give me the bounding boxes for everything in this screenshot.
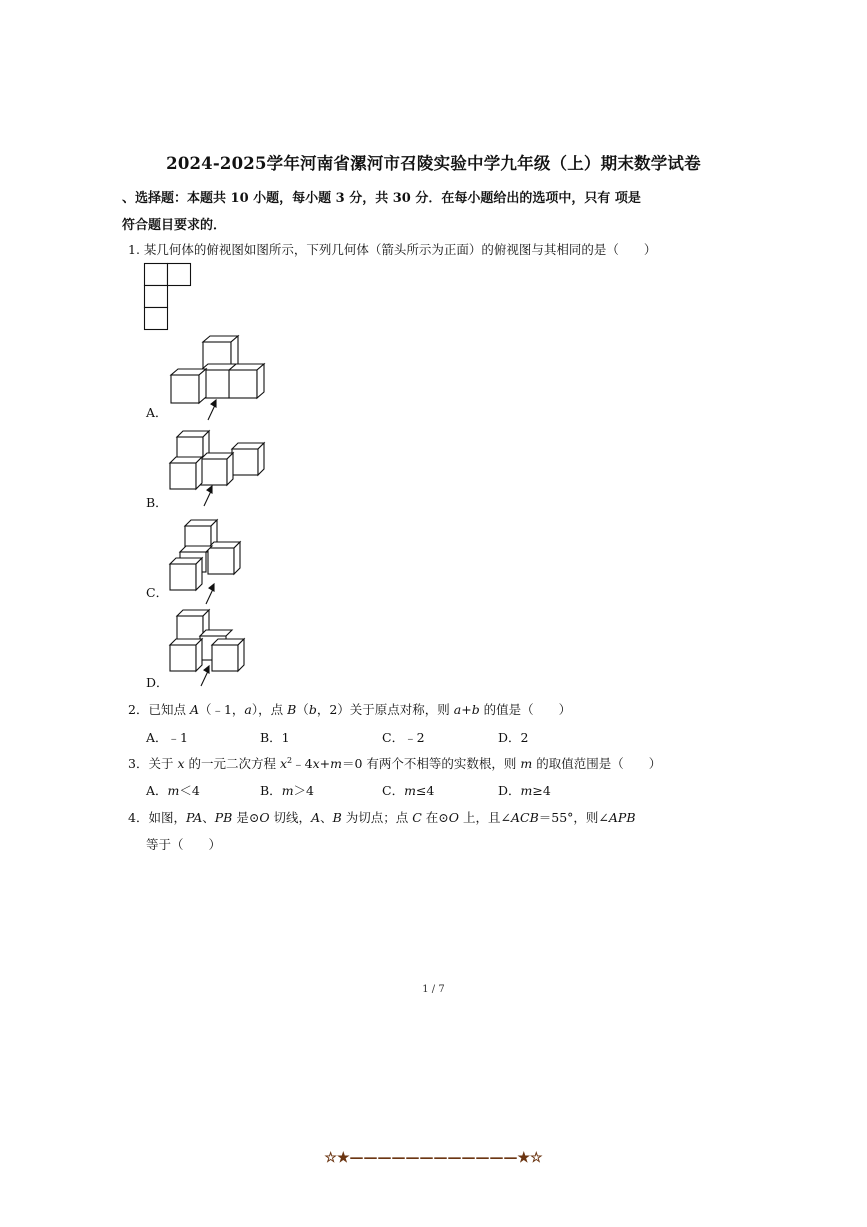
q2-option-d[interactable]: D．2 — [498, 730, 529, 745]
q1-option-a-figure[interactable] — [166, 334, 266, 424]
q3-option-d[interactable]: D．m≥4 — [498, 783, 551, 798]
q1-option-c-label: C． — [146, 585, 169, 600]
q3-option-c[interactable]: C．m≤4 — [382, 783, 435, 798]
q1-option-c-figure[interactable] — [166, 516, 248, 604]
footer-decoration: ☆★————————————★☆ — [324, 1150, 543, 1166]
q1-option-b-figure[interactable] — [166, 426, 270, 511]
q1-option-d-label: D． — [146, 675, 169, 690]
q2-option-a[interactable]: A．﹣1 — [146, 730, 188, 745]
question-2-stem: 2．已知点 A（﹣1，a），点 B（b，2）关于原点对称，则 a+b 的值是（ ） — [128, 702, 572, 717]
question-4-stem: 4．如图，PA、PB 是⊙O 切线，A、B 为切点；点 C 在⊙O 上，且∠ACB＝55°，则∠APB — [128, 810, 636, 825]
q1-option-b-label: B． — [146, 495, 168, 510]
question-4-stem-line2: 等于（ ） — [146, 837, 222, 852]
section-heading-line1: 、选择题：本题共 10 小题，每小题 3 分，共 30 分．在每小题给出的选项中，只有 项是 — [122, 191, 641, 206]
question-3-stem: 3．关于 x 的一元二次方程 $x^2﹣4x+m=0$ 有两个不相等的实数根，则 m 的取值范围是（ ） — [128, 755, 662, 771]
page-number: 1 / 7 — [422, 984, 445, 995]
q2-option-c[interactable]: C．﹣2 — [382, 730, 425, 745]
question-1-stem: 1. 某几何体的俯视图如图所示，下列几何体（箭头所示为正面）的俯视图与其相同的是（ ） — [128, 242, 657, 257]
section-heading-line2: 符合题目要求的． — [122, 218, 227, 233]
q1-option-d-figure[interactable] — [166, 606, 252, 690]
q2-option-b[interactable]: B．1 — [260, 730, 290, 745]
q3-option-b[interactable]: B．m＞4 — [260, 783, 314, 798]
q3-option-a[interactable]: A．m＜4 — [146, 783, 200, 798]
exam-title: 2024-2025学年河南省漯河市召陵实验中学九年级（上）期末数学试卷 — [166, 154, 701, 173]
q1-option-a-label: A． — [146, 405, 168, 420]
q1-top-view-figure — [144, 263, 194, 333]
